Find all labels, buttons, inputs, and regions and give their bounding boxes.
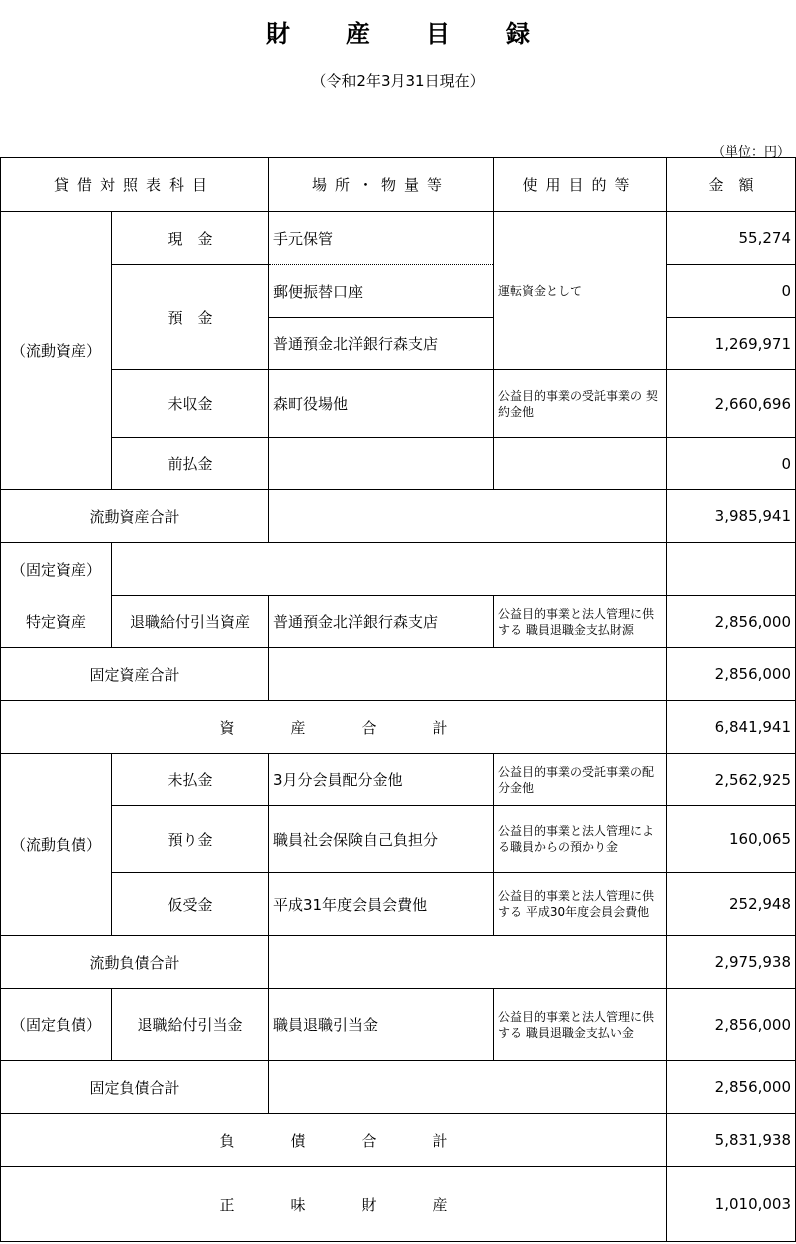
table-row: [1, 701, 796, 754]
current-assets-total: 3,985,941: [667, 490, 796, 543]
table-row: [1, 543, 796, 596]
fixed-liabilities-label: （固定負債）: [1, 989, 112, 1061]
deposits-purpose: 公益目的事業と法人管理による職員からの預かり金: [494, 806, 667, 873]
title-char: 財: [266, 19, 290, 48]
retirement-asset-purpose: 公益目的事業と法人管理に供する 職員退職金支払財源: [494, 596, 667, 648]
operating-purpose: 運転資金として: [494, 212, 667, 370]
label-char: 計: [432, 718, 448, 737]
cash-name: 現 金: [112, 212, 269, 265]
cash-amount: 55,274: [667, 212, 796, 265]
empty-cell: [269, 490, 667, 543]
label-char: 資: [219, 718, 235, 737]
unit-label: （単位：円）: [711, 145, 790, 160]
assets-total: 6,841,941: [667, 701, 796, 754]
advance-name: 仮受金: [112, 873, 269, 936]
retirement-asset-place: 普通預金北洋銀行森支店: [269, 596, 494, 648]
postal-place: 郵便振替口座: [269, 265, 494, 318]
net-assets-label: [1, 1167, 667, 1242]
table-header-row: [1, 158, 796, 212]
title-char: 産: [346, 19, 370, 48]
label-char: 負: [219, 1131, 235, 1150]
prepaid-purpose: [494, 438, 667, 490]
label-char: 産: [432, 1195, 448, 1214]
label-char: 産: [290, 718, 306, 737]
retirement-liability-amount: 2,856,000: [667, 989, 796, 1061]
label-char: 合: [361, 1131, 377, 1150]
payable-name: 未払金: [112, 754, 269, 806]
receivable-place: 森町役場他: [269, 370, 494, 438]
table-row: [1, 1114, 796, 1167]
prepaid-amount: 0: [667, 438, 796, 490]
retirement-liability-purpose: 公益目的事業と法人管理に供する 職員退職金支払い金: [494, 989, 667, 1061]
header-amount: 金 額: [667, 158, 796, 212]
payable-place: 3月分会員配分金他: [269, 754, 494, 806]
table-row: [1, 212, 796, 265]
page-title: [0, 14, 796, 49]
deposits-amount: 160,065: [667, 806, 796, 873]
empty-cell: [269, 648, 667, 701]
current-liabilities-total-label: 流動負債合計: [1, 936, 269, 989]
table-row: [1, 936, 796, 989]
table-row: [1, 370, 796, 438]
postal-amount: 0: [667, 265, 796, 318]
retirement-asset-name: 退職給付引当資産: [112, 596, 269, 648]
net-assets-amount: 1,010,003: [667, 1167, 796, 1242]
current-assets-total-label: 流動資産合計: [1, 490, 269, 543]
table-row: [1, 1167, 796, 1242]
retirement-liability-name: 退職給付引当金: [112, 989, 269, 1061]
empty-cell: [269, 936, 667, 989]
advance-purpose: 公益目的事業と法人管理に供する 平成30年度会員会費他: [494, 873, 667, 936]
receivable-name: 未収金: [112, 370, 269, 438]
report-date: （令和2年3月31日現在）: [311, 72, 485, 90]
label-char: 債: [290, 1131, 306, 1150]
empty-cell: [112, 543, 667, 596]
empty-cell: [667, 543, 796, 596]
table-row: [1, 806, 796, 873]
table-row: [1, 648, 796, 701]
label-char: 財: [361, 1195, 377, 1214]
label-char: 正: [219, 1195, 235, 1214]
table-row: [1, 989, 796, 1061]
current-liabilities-label: （流動負債）: [1, 754, 112, 936]
advance-place: 平成31年度会員会費他: [269, 873, 494, 936]
receivable-amount: 2,660,696: [667, 370, 796, 438]
fixed-assets-total: 2,856,000: [667, 648, 796, 701]
deposit-name: 預 金: [112, 265, 269, 370]
header-place: 場所・物量等: [269, 158, 494, 212]
fixed-liabilities-total: 2,856,000: [667, 1061, 796, 1114]
current-liabilities-total: 2,975,938: [667, 936, 796, 989]
table-row: [1, 873, 796, 936]
specific-assets-label: 特定資産: [1, 596, 112, 648]
advance-amount: 252,948: [667, 873, 796, 936]
fixed-assets-total-label: 固定資産合計: [1, 648, 269, 701]
bank-amount: 1,269,971: [667, 318, 796, 370]
label-char: 合: [361, 718, 377, 737]
deposits-place: 職員社会保険自己負担分: [269, 806, 494, 873]
prepaid-name: 前払金: [112, 438, 269, 490]
liabilities-total-label: [1, 1114, 667, 1167]
deposits-name: 預り金: [112, 806, 269, 873]
asset-inventory-table: [0, 157, 796, 1242]
table-row: [1, 438, 796, 490]
cash-place: 手元保管: [269, 212, 494, 265]
retirement-liability-place: 職員退職引当金: [269, 989, 494, 1061]
fixed-liabilities-total-label: 固定負債合計: [1, 1061, 269, 1114]
table-row: [1, 596, 796, 648]
receivable-purpose: 公益目的事業の受託事業の 契約金他: [494, 370, 667, 438]
payable-amount: 2,562,925: [667, 754, 796, 806]
table-row: [1, 265, 796, 318]
table-row: [1, 754, 796, 806]
fixed-assets-label: （固定資産）: [1, 543, 112, 596]
retirement-asset-amount: 2,856,000: [667, 596, 796, 648]
header-purpose: 使用目的等: [494, 158, 667, 212]
payable-purpose: 公益目的事業の受託事業の配分金他: [494, 754, 667, 806]
table-row: [1, 490, 796, 543]
title-char: 録: [506, 19, 530, 48]
header-account: 貸借対照表科目: [1, 158, 269, 212]
assets-total-label: [1, 701, 667, 754]
current-assets-label: （流動資産）: [1, 212, 112, 490]
liabilities-total: 5,831,938: [667, 1114, 796, 1167]
bank-place: 普通預金北洋銀行森支店: [269, 318, 494, 370]
prepaid-place: [269, 438, 494, 490]
empty-cell: [269, 1061, 667, 1114]
title-char: 目: [426, 19, 450, 48]
table-row: [1, 1061, 796, 1114]
label-char: 味: [290, 1195, 306, 1214]
label-char: 計: [432, 1131, 448, 1150]
